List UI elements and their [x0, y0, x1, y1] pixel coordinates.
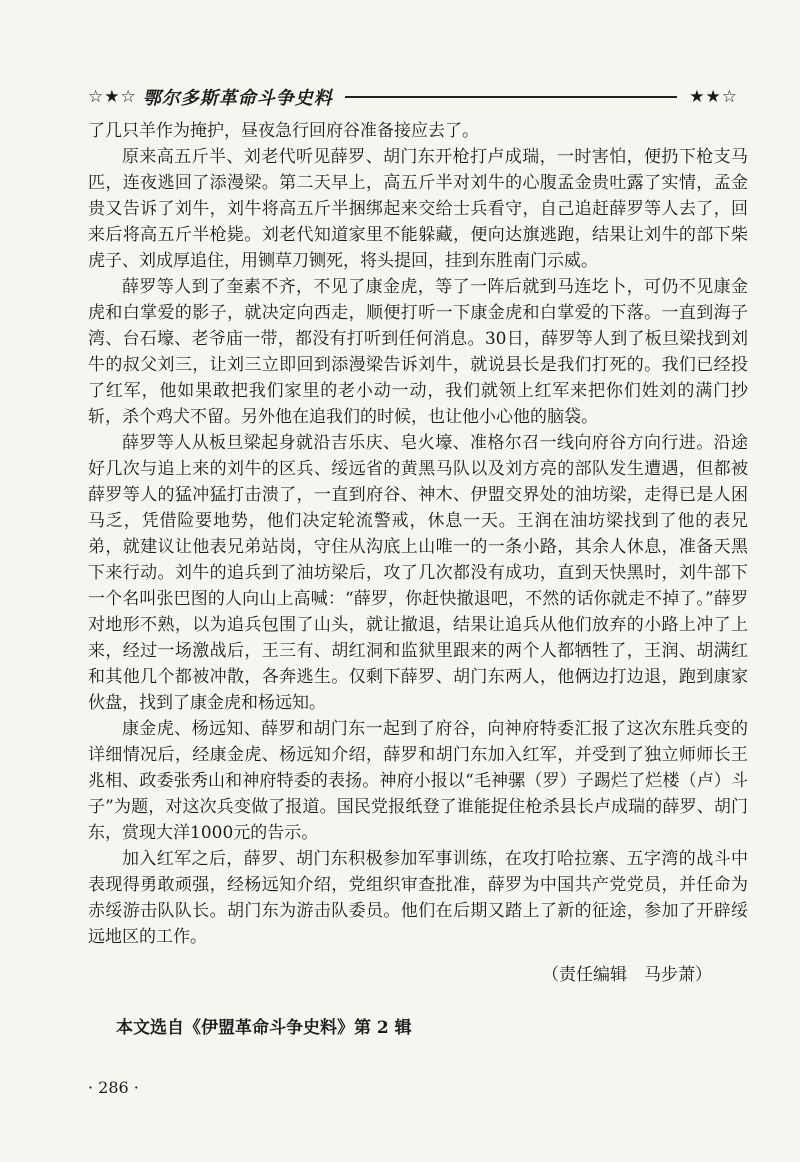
header-stars-right: ★★☆: [689, 87, 738, 107]
article-body: [88, 118, 748, 950]
source-note: 本文选自《伊盟革命斗争史料》第 2 辑: [116, 1018, 412, 1038]
paragraph: 薛罗等人到了奎素不齐，不见了康金虎，等了一阵后就到马连圪卜，可仍不见康金虎和白掌爱的影子，就决定向西走，顺便打听一下康金虎和白掌爱的下落。一直到海子湾、台石壕、老爷庙一带，都没有打听到任何消息。30日，薛罗等人到了板旦梁找到刘牛的叔父刘三，让刘三立即回到添漫梁告诉刘牛，就说县长是我们打死的。我们已经投了红军，他如果敢把我们家里的老小动一动，我们就领上红军来把你们姓刘的满门抄斩，杀个鸡犬不留。另外他在追我们的时候，也让他小心他的脑袋。: [88, 277, 748, 427]
editor-note: （责任编辑 马步萧）: [542, 965, 712, 985]
paragraph: 加入红军之后，薛罗、胡门东积极参加军事训练，在攻打哈拉寨、五字湾的战斗中表现得勇敢顽强，经杨远知介绍，党组织审查批准，薛罗为中国共产党党员，并任命为赤绥游击队队长。胡门东为游击队委员。他们在后期又踏上了新的征途，参加了开辟绥远地区的工作。: [88, 849, 748, 947]
paragraph: 康金虎、杨远知、薛罗和胡门东一起到了府谷，向神府特委汇报了这次东胜兵变的详细情况后，经康金虎、杨远知介绍，薛罗和胡门东加入红军，并受到了独立师师长王兆相、政委张秀山和神府特委的表扬。神府小报以“毛神骡（罗）子踢烂了烂楼（卢）斗子”为题，对这次兵变做了报道。国民党报纸登了谁能捉住枪杀县长卢成瑞的薛罗、胡门东，赏现大洋1000元的告示。: [88, 719, 748, 843]
paragraph: 薛罗等人从板旦梁起身就沿吉乐庆、皂火壕、准格尔召一线向府谷方向行进。沿途好几次与追上来的刘牛的区兵、绥远省的黄黑马队以及刘方亮的部队发生遭遇，但都被薛罗等人的猛冲猛打击溃了，一直到府谷、神木、伊盟交界处的油坊梁，走得已是人困马乏，凭借险要地势，他们决定轮流警戒，休息一天。王润在油坊梁找到了他的表兄弟，就建议让他表兄弟站岗，守住从沟底上山唯一的一条小路，其余人休息，准备天黑下来行动。刘牛的追兵到了油坊梁后，攻了几次都没有成功，直到天快黑时，刘牛部下一个名叫张巴图的人向山上高喊：“薛罗，你赶快撤退吧，不然的话你就走不掉了。”薛罗对地形不熟，以为追兵包围了山头，就让撤退，结果让追兵从他们放弃的小路上冲了上来，经过一场激战后，王三有、胡红洞和监狱里跟来的两个人都牺牲了，王润、胡满红和其他几个都被冲散，各奔逃生。仅剩下薛罗、胡门东两人，他俩边打边退，跑到康家伙盘，找到了康金虎和杨远知。: [88, 433, 748, 713]
paragraph: 原来高五斤半、刘老代听见薛罗、胡门东开枪打卢成瑞，一时害怕，便扔下枪支马匹，连夜逃回了添漫梁。第二天早上，高五斤半对刘牛的心腹孟金贵吐露了实情，孟金贵又告诉了刘牛，刘牛将高五斤半捆绑起来交给士兵看守，自己追赶薛罗等人去了，回来后将高五斤半枪毙。刘老代知道家里不能躲藏，便向达旗逃跑，结果让刘牛的部下柴虎子、刘成厚追住，用铡草刀铡死，将头提回，挂到东胜南门示威。: [88, 147, 748, 271]
paragraph: 了几只羊作为掩护，昼夜急行回府谷准备接应去了。: [88, 121, 479, 141]
header-rule: [345, 96, 678, 98]
header-title: 鄂尔多斯革命斗争史料: [142, 88, 333, 109]
header-stars-left: ☆★☆: [88, 87, 137, 107]
running-header: [88, 82, 738, 112]
page-number: · 286 ·: [88, 1078, 139, 1097]
